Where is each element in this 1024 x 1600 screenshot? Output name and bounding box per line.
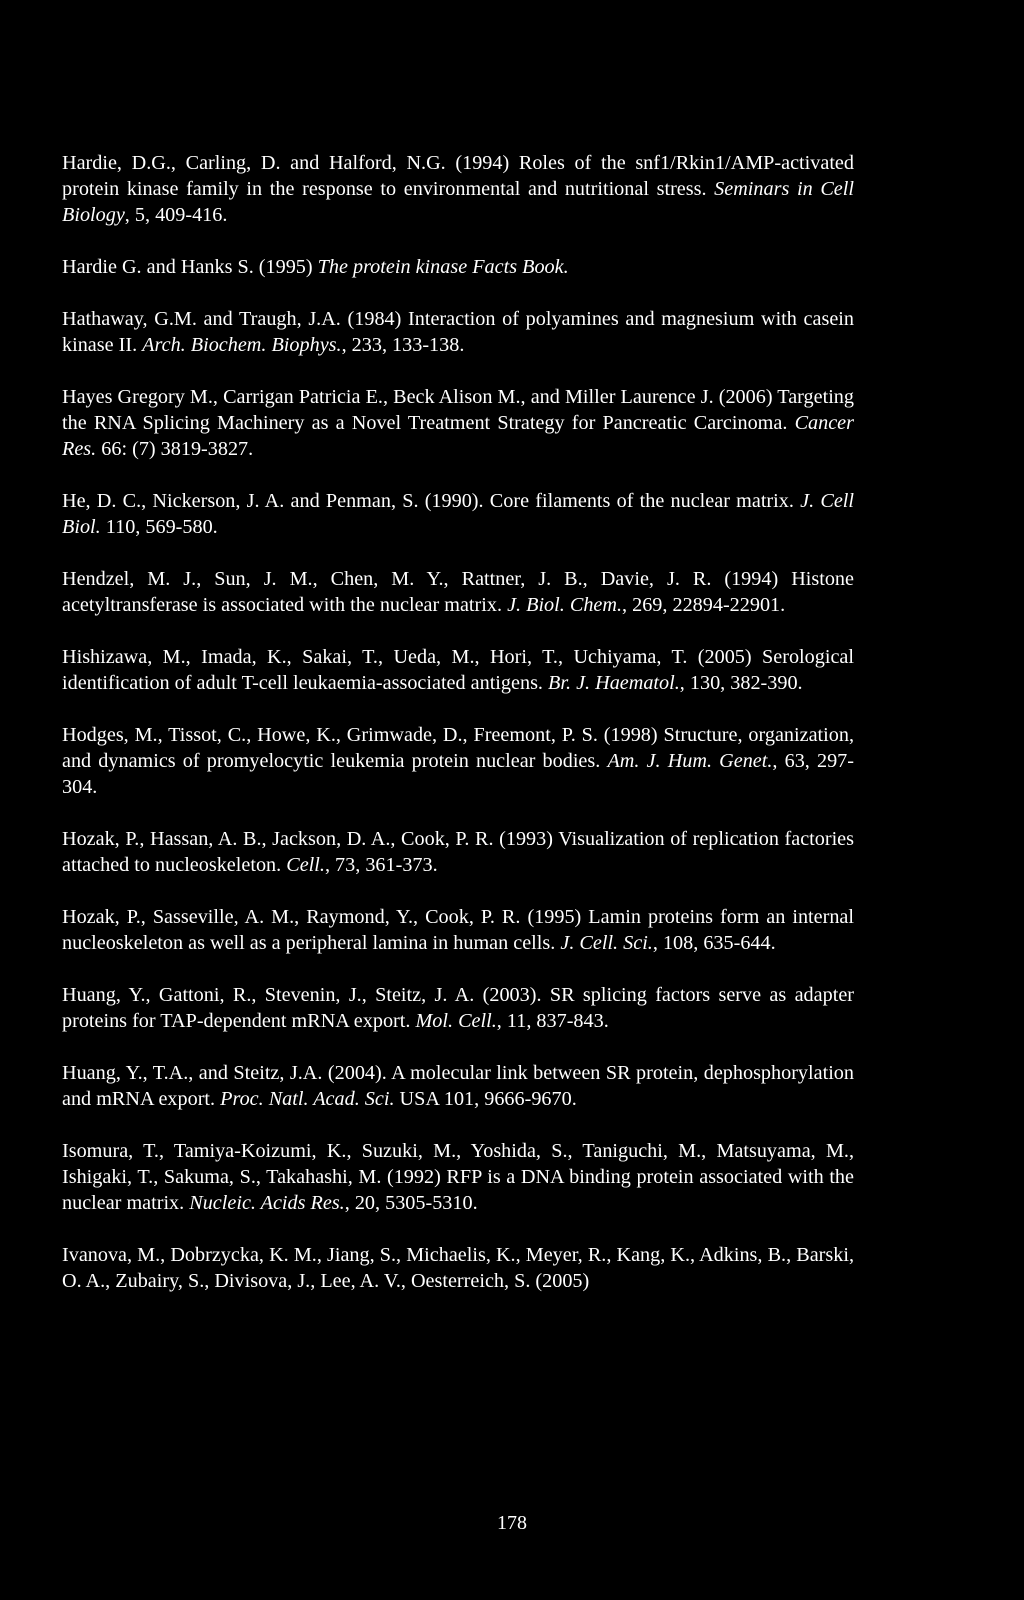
reference-entry — [62, 150, 854, 228]
reference-entry — [62, 644, 854, 696]
reference-entry — [62, 566, 854, 618]
reference-text: Hayes Gregory M., Carrigan Patricia E., Beck Alison M., and Miller Laurence J. (2006) Targeting the RNA Splicing Machinery as a Novel Treatment Strategy for Pancreatic Carcinoma. — [62, 386, 854, 434]
reference-text: 66: (7) 3819-3827. — [96, 438, 254, 460]
reference-text: Huang, Y., Gattoni, R., Stevenin, J., Steitz, J. A. (2003). SR splicing factors serve as adapter proteins for TAP-dependent mRNA export. — [62, 984, 854, 1032]
reference-text: , 20, 5305-5310. — [344, 1192, 478, 1214]
reference-journal-title: Nucleic. Acids Res. — [189, 1192, 345, 1214]
reference-journal-title: J. Biol. Chem. — [507, 594, 622, 616]
reference-text: Hathaway, G.M. and Traugh, J.A. (1984) Interaction of polyamines and magnesium with casein kinase II. — [62, 308, 854, 356]
reference-journal-title: J. Cell. Sci. — [560, 932, 653, 954]
reference-text: , 108, 635-644. — [652, 932, 776, 954]
reference-text: He, D. C., Nickerson, J. A. and Penman, S. (1990). Core filaments of the nuclear matrix. — [62, 490, 801, 512]
reference-text: Hardie, D.G., Carling, D. and Halford, N.G. (1994) Roles of the snf1/Rkin1/AMP-activated protein kinase family in the response to environmental and nutritional stress. — [62, 152, 854, 200]
reference-text: Hendzel, M. J., Sun, J. M., Chen, M. Y., Rattner, J. B., Davie, J. R. (1994) Histone acetyltransferase is associated with the nuclear matrix. — [62, 568, 854, 616]
reference-text: Isomura, T., Tamiya-Koizumi, K., Suzuki, M., Yoshida, S., Taniguchi, M., Matsuyama, M., Ishigaki, T., Sakuma, S., Takahashi, M. (1992) RFP is a DNA binding protein associated with the nuclear matrix. — [62, 1140, 854, 1214]
reference-entry — [62, 306, 854, 358]
reference-journal-title: Arch. Biochem. Biophys. — [142, 334, 342, 356]
reference-text: Ivanova, M., Dobrzycka, K. M., Jiang, S., Michaelis, K., Meyer, R., Kang, K., Adkins, B., Barski, O. A., Zubairy, S., Divisova, J., Lee, A. V., Oesterreich, S. (2005) — [62, 1244, 854, 1292]
reference-text: , 233, 133-138. — [341, 334, 465, 356]
reference-journal-title: Cancer Res. — [62, 412, 854, 460]
reference-text: , 11, 837-843. — [496, 1010, 609, 1032]
reference-list — [62, 150, 854, 1320]
reference-journal-title: Seminars in Cell Biology — [62, 178, 854, 226]
reference-entry — [62, 1242, 854, 1294]
reference-entry — [62, 488, 854, 540]
reference-text: Hishizawa, M., Imada, K., Sakai, T., Ueda, M., Hori, T., Uchiyama, T. (2005) Serological identification of adult T-cell leukaemia-associated antigens. — [62, 646, 854, 694]
reference-text: Hardie G. and Hanks S. (1995) — [62, 256, 318, 278]
reference-entry — [62, 904, 854, 956]
reference-journal-title: Br. J. Haematol. — [548, 672, 680, 694]
reference-entry — [62, 982, 854, 1034]
reference-text: 110, 569-580. — [100, 516, 218, 538]
reference-entry — [62, 826, 854, 878]
reference-text: , 130, 382-390. — [679, 672, 803, 694]
reference-entry — [62, 1060, 854, 1112]
reference-text: USA 101, 9666-9670. — [394, 1088, 577, 1110]
reference-text: Hozak, P., Sasseville, A. M., Raymond, Y., Cook, P. R. (1995) Lamin proteins form an internal nucleoskeleton as well as a peripheral lamina in human cells. — [62, 906, 854, 954]
reference-text: , 73, 361-373. — [324, 854, 438, 876]
reference-journal-title: Proc. Natl. Acad. Sci. — [220, 1088, 395, 1110]
reference-journal-title: The protein kinase Facts Book. — [317, 256, 569, 278]
reference-journal-title: Mol. Cell. — [415, 1010, 497, 1032]
reference-journal-title: J. Cell Biol. — [62, 490, 854, 538]
reference-journal-title: Cell. — [286, 854, 325, 876]
reference-text: Huang, Y., T.A., and Steitz, J.A. (2004). A molecular link between SR protein, dephosphorylation and mRNA export. — [62, 1062, 854, 1110]
page-number: 178 — [497, 1512, 527, 1534]
reference-journal-title: Am. J. Hum. Genet. — [607, 750, 773, 772]
reference-text: , 63, 297-304. — [62, 750, 855, 798]
reference-entry — [62, 722, 854, 800]
reference-entry — [62, 1138, 854, 1216]
reference-text: Hozak, P., Hassan, A. B., Jackson, D. A., Cook, P. R. (1993) Visualization of replication factories attached to nucleoskeleton. — [62, 828, 854, 876]
reference-text: , 269, 22894-22901. — [622, 594, 786, 616]
reference-text: , 5, 409-416. — [124, 204, 228, 226]
reference-entry — [62, 254, 854, 280]
reference-entry — [62, 384, 854, 462]
reference-text: Hodges, M., Tissot, C., Howe, K., Grimwade, D., Freemont, P. S. (1998) Structure, organization, and dynamics of promyelocytic leukemia protein nuclear bodies. — [62, 724, 854, 772]
